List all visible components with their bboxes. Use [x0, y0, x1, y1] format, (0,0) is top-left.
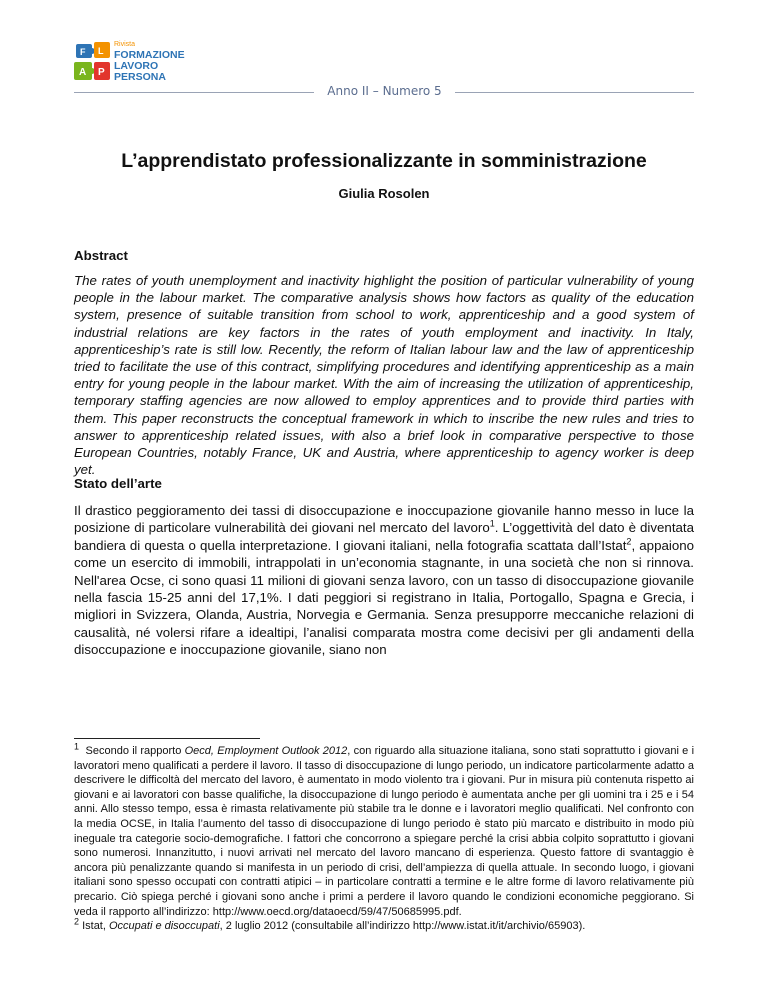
article-author: Giulia Rosolen: [338, 186, 430, 201]
body-text-part-2: . L’oggettività del dato è diventata bandiera di questa o quella interpretazione. I giovani italiani, nella fotografia scattata dall’Istat: [74, 520, 695, 553]
footnote-2-mark: 2: [74, 916, 80, 927]
logo-persona: PERSONA: [114, 71, 166, 83]
body-paragraph: [74, 502, 694, 659]
logo-tile-l: L: [98, 46, 104, 56]
footnote-ref-2[interactable]: 2: [626, 536, 632, 547]
footnote-2-source: Occupati e disoccupati: [108, 920, 220, 933]
page-header: [0, 0, 768, 110]
body-text-part-1: Il drastico peggioramento dei tassi di disoccupazione e inoccupazione giovanile hanno messo in luce la posizione di particolare vulnerabilità dei giovani nel mercato del lavoro: [74, 503, 694, 536]
footnote-2-text: , 2 luglio 2012 (consultabile all’indirizzo http://www.istat.it/it/archivio/65903).: [219, 920, 586, 933]
footnote-2: [74, 916, 694, 934]
logo-rivista: Rivista: [114, 41, 136, 48]
journal-logo: [74, 38, 194, 100]
footnote-1-text: , con riguardo alla situazione italiana, sono stati soprattutto i giovani e i lavoratori meno qualificati a perdere il lavoro. Il tasso di disoccupazione di lungo periodo, un indicatore particolarmente adatto a descrivere le difficoltà del mercato del lavoro, è aumentato in modo violento tra i giovani. Pur in misura più contenuta rispetto ai giovani e ai lavoratori con basse qualifiche, la disoccupazione di lungo periodo è aumentata anche per gli uomini tra i 25 e i 54 anni. Allo stesso tempo, essa è rimasta relativamente più stabile tra le donne e i lavoratori meglio qualificati. Nel confronto con la media OCSE, in Italia l’aumento del tasso di disoccupazione di lungo periodo è stato più marcato e distribuito in modo più ineguale tra categorie socio-demografiche. I fattori che concorrono a spiegare perché la crisi abbia colpito soprattutto i giovani sono numerosi. Innanzitutto, i nuovi arrivati nel mercato del lavoro mancano di esperienza. Questo fattore di svantaggio è ancora più penalizzante quando si manifesta in un periodo di crisi, dell’ampiezza di quella attuale. In secondo luogo, i giovani italiani sono spesso occupati con contratti atipici – in particolare contratti a termine e le altre forme di lavoro relativamente più precario. Ciò spiega perché i giovani sono anche i primi a perdere il lavoro quando le condizioni economiche peggiorano. Si veda il rapporto all’indirizzo: http://www.oecd.org/dataoecd/59/47/50685995.pdf.: [74, 745, 695, 918]
footnotes: [74, 741, 695, 934]
footnote-2-pre: Istat,: [82, 920, 109, 933]
footnote-separator: [74, 738, 260, 739]
footnote-1: [74, 741, 695, 919]
abstract-heading: Abstract: [74, 248, 128, 263]
issue-label: Anno II – Numero 5: [327, 84, 442, 98]
section-heading: Stato dell’arte: [74, 476, 162, 491]
footnote-1-pre: Secondo il rapporto: [85, 745, 185, 757]
logo-formazione: FORMAZIONE: [114, 49, 185, 61]
header-rule-left: [74, 92, 314, 93]
article: [74, 150, 695, 658]
logo-tile-a: A: [79, 67, 87, 78]
header-rule-right: [455, 92, 694, 93]
puzzle-tiles-icon: [74, 42, 110, 80]
logo-tile-p: P: [98, 67, 105, 78]
footnote-1-mark: 1: [74, 741, 80, 752]
logo-lavoro: LAVORO: [114, 60, 159, 72]
footnote-ref-1[interactable]: 1: [489, 518, 495, 529]
logo-tile-f: F: [80, 47, 86, 57]
abstract-text: The rates of youth unemployment and inactivity highlight the position of particular vulnerability of young people in the labour market. The comparative analysis shows how factors as quality of the education system, presence of suitable transition from school to work, apprenticeship and a good system of industrial relations are key factors in the rates of youth employment and inactivity. In Italy, apprenticeship’s rate is still low. Recently, the reform of Italian labour law and the law of apprenticeship tried to facilitate the use of this contract, simplifying procedures and identifying apprenticeship as a main entry for young people in the labour market. With the aim of increasing the utilization of apprenticeship, temporary staffing agencies are now allowed to employ apprentices and to provide third parties with them. This paper reconstructs the conceptual framework in which to inscribe the new rules and tries to answer to apprenticeship related issues, with also a brief look in comparative perspective to those European Countries, notably France, UK and Austria, where apprenticeship to agency worker is deep yet.: [74, 273, 694, 478]
footnote-1-source: Oecd, Employment Outlook 2012: [184, 745, 348, 757]
article-title: L’apprendistato professionalizzante in somministrazione: [121, 150, 647, 172]
body-text-part-3: , appaiono come un esercito di immobili, intrappolati in un’economia stagnante, in una società che non si rinnova. Nell'area Ocse, ci sono quasi 11 milioni di giovani senza lavoro, con un tasso di disoccupazione giovanile nella fascia 15-25 anni del 17,1%. I dati peggiori si registrano in Italia, Portogallo, Spagna e Grecia, i migliori in Svizzera, Olanda, Austria, Norvegia e Germania. Senza presupporre meccaniche relazioni di causalità, né volersi rifare a idealtipi, l’analisi comparata mostra come decisivi per gli andamenti della disoccupazione e inoccupazione giovanile, siano non: [74, 537, 694, 658]
